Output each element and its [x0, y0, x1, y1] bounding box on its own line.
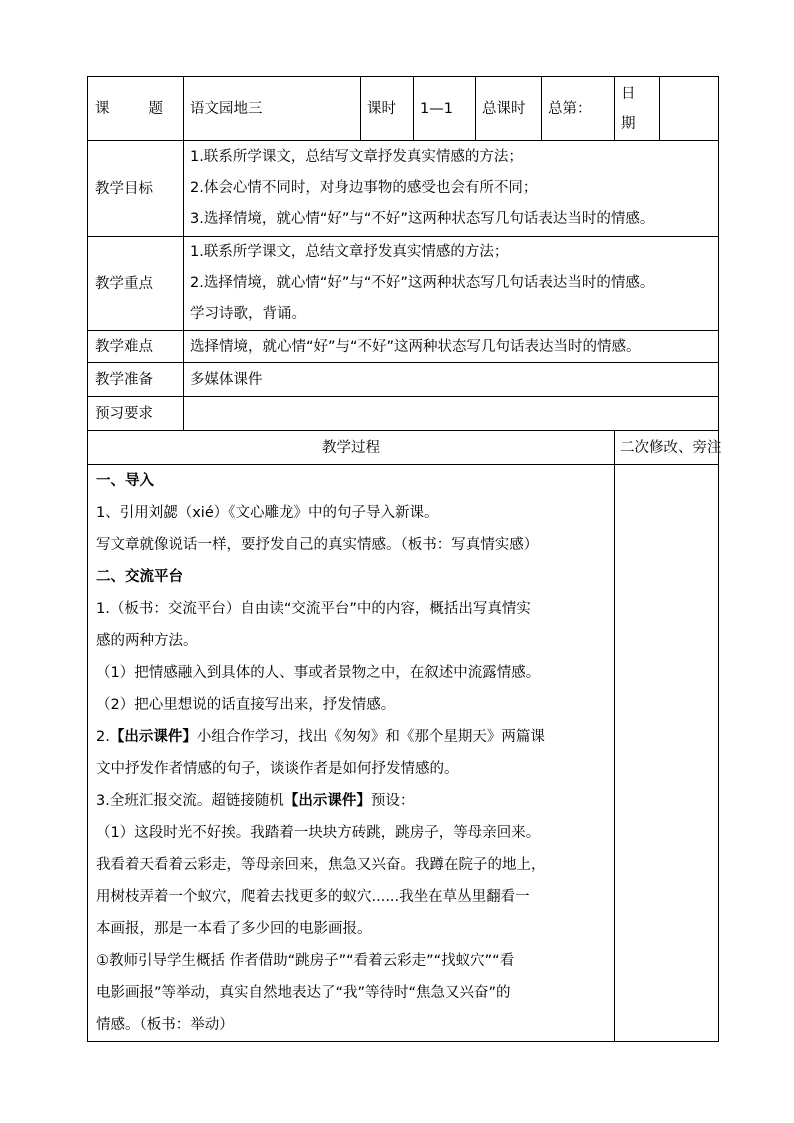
date-label: 日 期: [615, 77, 660, 141]
preparation-row: [88, 363, 719, 397]
process-line: 我看着天看着云彩走，等母亲回来，焦急又兴奋。我蹲在院子的地上，: [96, 857, 546, 873]
lesson-value: 1—1: [414, 77, 476, 141]
preview-label: 预习要求: [88, 397, 184, 431]
total-lessons-label: 总课时: [476, 77, 542, 141]
process-line: 1、引用刘勰（xié）《文心雕龙》中的句子导入新课。: [96, 505, 439, 521]
key-points-content: [184, 237, 719, 331]
preparation-label: 教学准备: [88, 363, 184, 397]
notes-content: [615, 465, 719, 1042]
process-line: （2）把心里想说的话直接写出来，抒发情感。: [96, 697, 396, 713]
courseware-tag: 【出示课件】: [109, 729, 197, 745]
preparation-content: 多媒体课件: [184, 363, 719, 397]
section-heading: 二、交流平台: [96, 569, 183, 585]
process-line: 本画报，那是一本看了多少回的电影画报。: [96, 921, 372, 937]
date-value: [660, 77, 719, 141]
difficulty-content: 选择情境，就心情“好”与“不好”这两种状态写几句话表达当时的情感。: [184, 331, 719, 363]
topic-value: 语文园地三: [184, 77, 361, 141]
topic-label: 课 题: [88, 77, 184, 141]
difficulty-label: 教学难点: [88, 331, 184, 363]
key-point-item: 2.选择情境，就心情“好”与“不好”这两种状态写几句话表达当时的情感。: [190, 275, 655, 291]
goal-item: 3.选择情境，就心情“好”与“不好”这两种状态写几句话表达当时的情感。: [190, 211, 655, 227]
key-point-item: 学习诗歌，背诵。: [190, 306, 306, 322]
key-point-item: 1.联系所学课文，总结文章抒发真实情感的方法；: [190, 244, 509, 260]
process-content: [88, 465, 615, 1042]
section-heading: 一、导入: [96, 473, 154, 489]
goals-label: 教学目标: [88, 141, 184, 237]
process-line: 3.全班汇报交流。超链接随机【出示课件】预设：: [96, 793, 415, 809]
difficulty-row: [88, 331, 719, 363]
process-line: 感的两种方法。: [96, 633, 198, 649]
goals-row: [88, 141, 719, 237]
goal-item: 2.体会心情不同时，对身边事物的感受也会有所不同；: [190, 180, 538, 196]
courseware-tag: 【出示课件】: [283, 793, 371, 809]
header-row: [88, 77, 719, 141]
process-header: 教学过程: [88, 431, 615, 465]
goals-content: [184, 141, 719, 237]
process-line: （1）这段时光不好挨。我踏着一块块方砖跳，跳房子，等母亲回来。: [96, 825, 541, 841]
lesson-plan-table: [87, 76, 722, 1042]
process-line: 用树枝弄着一个蚁穴，爬着去找更多的蚁穴......我坐在草丛里翻看一: [96, 889, 530, 905]
process-line: 情感。（板书：举动）: [96, 1017, 234, 1033]
total-number-label: 总第：: [542, 77, 615, 141]
process-header-row: [88, 431, 719, 465]
process-body-row: [88, 465, 719, 1042]
notes-header: 二次修改、旁注: [615, 431, 719, 465]
goal-item: 1.联系所学课文，总结写文章抒发真实情感的方法；: [190, 149, 523, 165]
lesson-label: 课时: [361, 77, 414, 141]
process-line: 写文章就像说话一样，要抒发自己的真实情感。（板书：写真情实感）: [96, 537, 539, 553]
process-line: 文中抒发作者情感的句子，谈谈作者是如何抒发情感的。: [96, 761, 459, 777]
process-line: ①教师引导学生概括 作者借助“跳房子”“看着云彩走”“找蚁穴”“看: [96, 953, 515, 969]
preview-content: [184, 397, 719, 431]
process-line: （1）把情感融入到具体的人、事或者景物之中，在叙述中流露情感。: [96, 665, 541, 681]
process-line: 2.【出示课件】小组合作学习，找出《匆匆》和《那个星期天》两篇课: [96, 729, 545, 745]
process-line: 1.（板书：交流平台）自由读“交流平台”中的内容，概括出写真情实: [96, 601, 531, 617]
process-line: 电影画报”等举动，真实自然地表达了“我”等待时“焦急又兴奋”的: [96, 985, 511, 1001]
preview-row: [88, 397, 719, 431]
key-points-row: [88, 237, 719, 331]
key-points-label: 教学重点: [88, 237, 184, 331]
